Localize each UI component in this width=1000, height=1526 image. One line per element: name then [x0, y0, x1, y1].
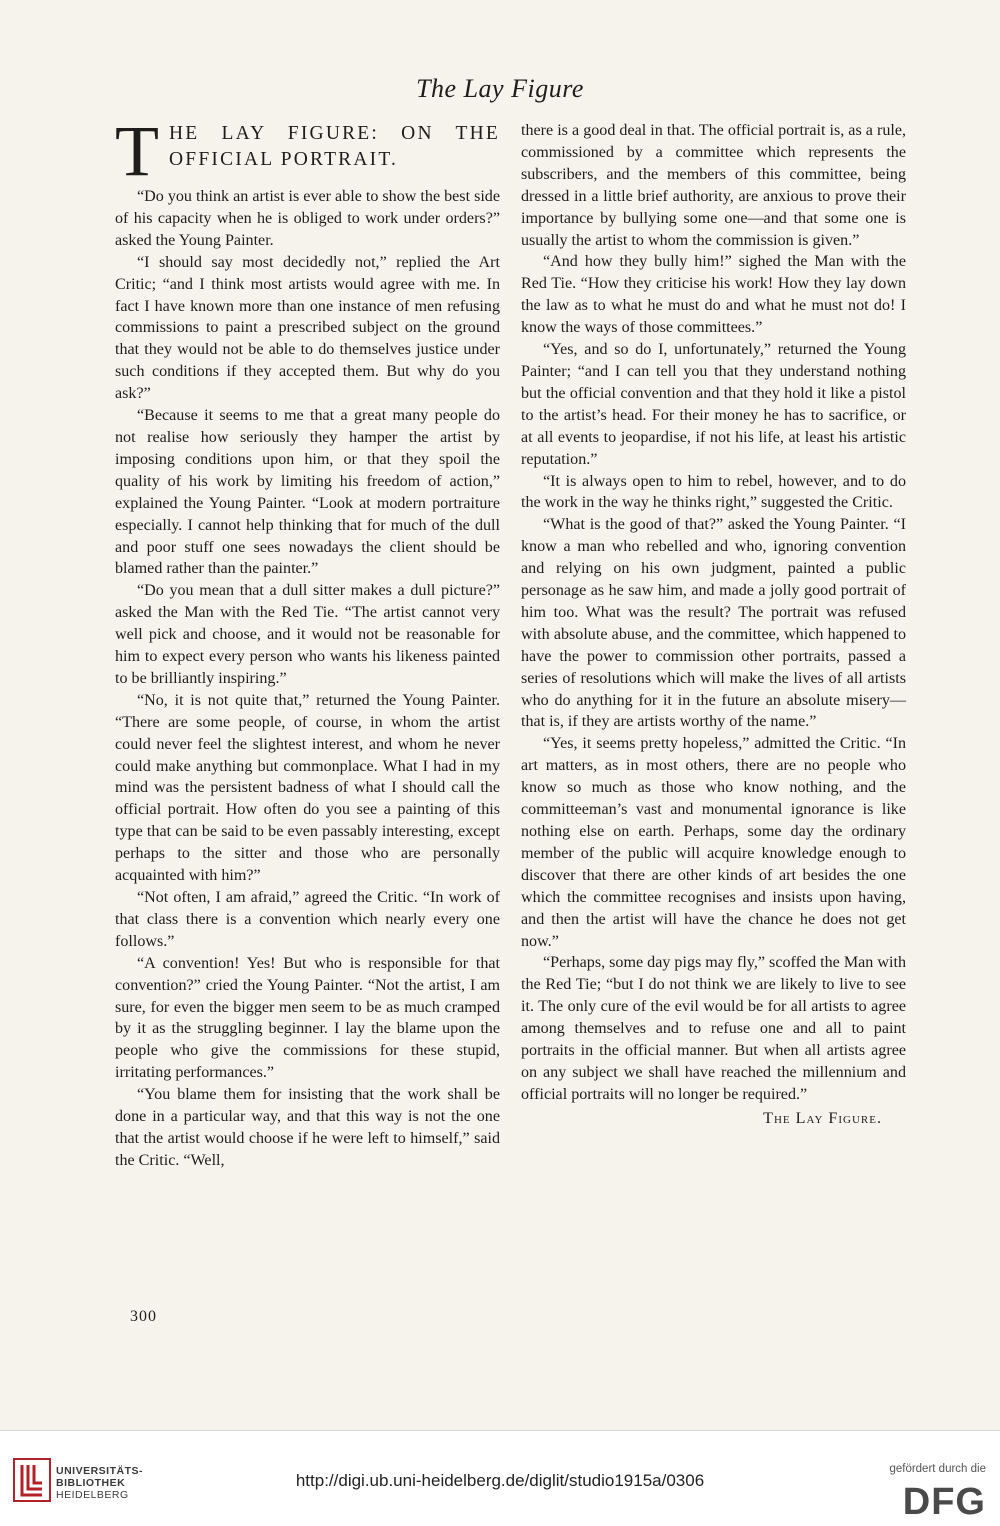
paragraph: “And how they bully him!” sighed the Man with the Red Tie. “How they criticise his work! How they lay down the law as to what he must do and what he must not do! I know the ways of those committees.” [521, 253, 906, 337]
article-title [115, 111, 500, 191]
signature: The Lay Figure. [763, 1109, 882, 1127]
page-number: 300 [130, 1308, 157, 1325]
paragraph: “Because it seems to me that a great many people do not realise how seriously they hamper the artist by imposing conditions upon him, or that they spoil the quality of his work by limiting his freedom of action,” explained the Young Painter. “Look at modern portraiture especially. I cannot help thinking that for much of the dull and poor stuff one sees nowadays the client should be blamed rather than the painter.” [115, 407, 500, 578]
paragraph: “Do you think an artist is ever able to show the best side of his capacity when he is obliged to work under orders?” asked the Young Painter. [115, 188, 500, 249]
paragraph: “Perhaps, some day pigs may fly,” scoffed the Man with the Red Tie; “but I do not think we are likely to live to see it. The only cure of the evil would be for all artists to agree among themselves and to refuse one and all to paint portraits in the official manner. But when all artists agree on any subject we shall have reached the millennium and official portraits will no longer be required.” [521, 954, 906, 1103]
paragraph: “Yes, it seems pretty hopeless,” admitted the Critic. “In art matters, as in most others, there are no people who know so much as those who know nothing, and the committeeman’s vast and monumental ignorance is like nothing else on earth. Perhaps, some day the ordinary member of the public will acquire knowledge enough to discover that there are other kinds of art besides the one which the committee recognises and insists upon having, and then the artist will have the chance he does not get now.” [521, 735, 906, 950]
dfg-logo: DFG [902, 1481, 986, 1523]
drop-cap: T [115, 111, 159, 191]
title-line-2: OFFICIAL PORTRAIT. [169, 149, 399, 170]
paragraph: “Yes, and so do I, unfortunately,” returned the Young Painter; “and I can tell you that they understand nothing but the official convention and that they hold it like a pistol to the artist’s head. For their money he has to sacrifice, or at all events to jeopardise, if not his life, at least his artistic reputation.” [521, 341, 906, 468]
paragraph: “I should say most decidedly not,” replied the Art Critic; “and I think most artists would agree with me. In fact I have known more than one instance of men refusing commissions to paint a prescribed subject on the ground that they would not be able to do themselves justice under such conditions if they accepted them. But why do you ask?” [115, 253, 500, 403]
right-column [521, 120, 906, 1130]
library-name: UNIVERSITÄTS- BIBLIOTHEK HEIDELBERG [56, 1465, 144, 1501]
paragraph: “No, it is not quite that,” returned the Young Painter. “There are some people, of course, in whom the artist could never feel the slightest interest, and whom he never could make anything but commonplace. What I had in my mind was the persistent badness of what I should call the official portrait. How often do you see a painting of this type that can be said to be even passably interesting, except perhaps to the sitter and those who are personally acquainted with him?” [115, 691, 500, 885]
paragraph: “You blame them for insisting that the work shall be done in a particular way, and that this way is not the one that the artist would choose if he were left to himself,” said the Critic. “Well, [115, 1086, 500, 1169]
footer-bar [0, 1430, 1000, 1526]
paragraph: “Not often, I am afraid,” agreed the Critic. “In work of that class there is a convention which nearly every one follows.” [115, 889, 500, 950]
permalink-url[interactable]: http://digi.ub.uni-heidelberg.de/diglit/studio1915a/0306 [295, 1471, 705, 1490]
paragraph: “Do you mean that a dull sitter makes a dull picture?” asked the Man with the Red Tie. “The artist cannot very well pick and choose, and it would not be reasonable for him to expect every person who wants his likeness painted to be brilliantly inspiring.” [115, 582, 500, 687]
paragraph: “A convention! Yes! But who is responsible for that convention?” cried the Young Painter. “Not the artist, I am sure, for even the bigger men seem to be as much cramped by it as the struggling beginner. I lay the blame upon the people who give the commissions for these stupid, irritating performances.” [115, 954, 500, 1082]
funding-caption: gefördert durch die [889, 1463, 986, 1475]
left-column [115, 111, 500, 1172]
paragraph: there is a good deal in that. The official portrait is, as a rule, commissioned by a committee which represents the subscribers, and the members of this committee, being dressed in a little brief authority, are anxious to prove their importance by bullying some one—and that some one is usually the artist to whom the commission is given.” [521, 122, 906, 249]
title-line-1: HE LAY FIGURE: ON THE [169, 123, 500, 144]
paragraph: “It is always open to him to rebel, however, and to do the work in the way he thinks right,” suggested the Critic. [521, 472, 906, 512]
paragraph: “What is the good of that?” asked the Young Painter. “I know a man who rebelled and who, ignoring convention and relying on his own judgment, painted a public personage as he saw him, and made a jolly good portrait of him too. What was the result? The portrait was refused with absolute abuse, and the committee, which happened to have the power to commission other portraits, passed a series of resolutions which will make the lives of all artists who do anything for it in the future an absolute misery—that is, if they are artists worthy of the name.” [521, 516, 906, 731]
running-head: The Lay Figure [416, 74, 584, 103]
